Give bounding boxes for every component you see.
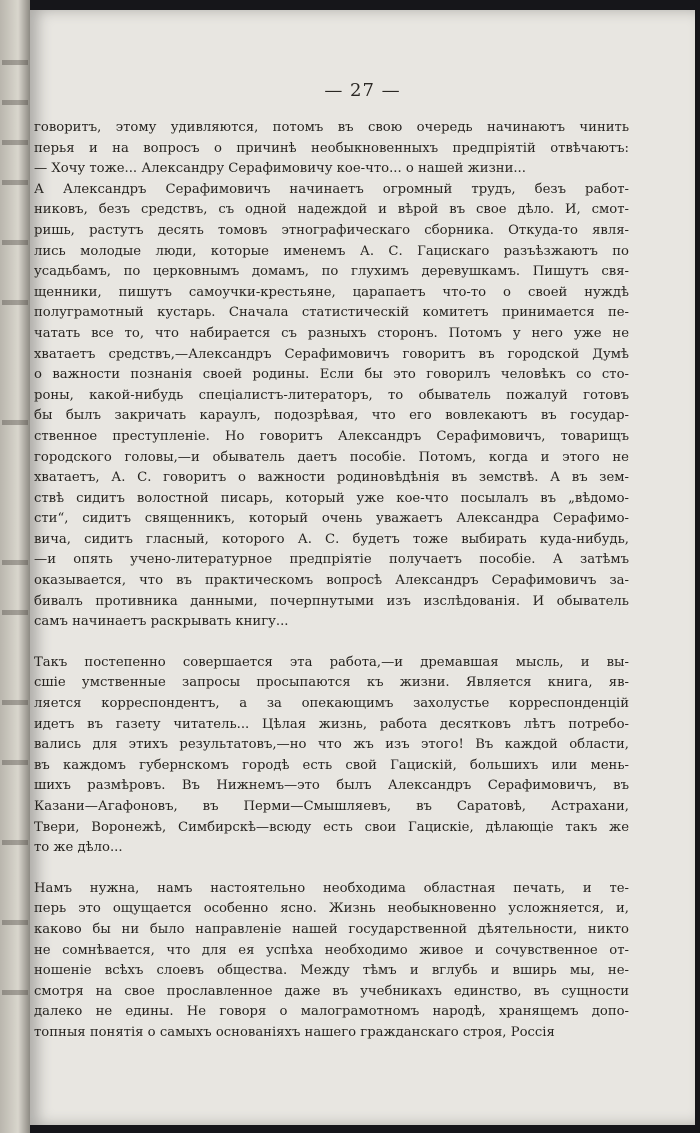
text-line: самъ начинаетъ раскрывать книгу... <box>34 614 289 630</box>
text-line: никовъ, безъ средствъ, съ одной надеждой и вѣрой въ свое дѣло. И, смот- <box>34 202 629 218</box>
text-line: далеко не едины. Не говоря о малограмотномъ народѣ, хранящемъ допо- <box>34 1004 629 1020</box>
text-line: вича, сидитъ гласный, которого А. С. будетъ тоже выбирать куда-нибудь, <box>34 531 629 547</box>
text-line: бы былъ закричать караулъ, подозрѣвая, что его вовлекаютъ въ государ- <box>34 408 629 424</box>
page-text <box>34 118 629 1044</box>
text-line: лись молодые люди, которые именемъ А. С. Гацискаго разъѣзжаютъ по <box>34 243 629 259</box>
text-line: усадьбамъ, по церковнымъ домамъ, по глухимъ деревушкамъ. Пишутъ свя- <box>34 264 629 280</box>
text-line: хватаетъ, А. С. говоритъ о важности родиновѣдѣнія въ земствѣ. А въ зем- <box>34 470 629 486</box>
paragraph <box>34 118 629 180</box>
text-line: А Александръ Серафимовичъ начинаетъ огромный трудъ, безъ работ- <box>34 181 629 197</box>
paragraph <box>34 180 629 633</box>
paragraph <box>34 653 629 859</box>
text-line: Казани—Агафоновъ, въ Перми—Смышляевъ, въ Саратовѣ, Астрахани, <box>34 799 629 814</box>
text-line: оказывается, что въ практическомъ вопросѣ Александръ Серафимовичъ за- <box>34 573 629 589</box>
text-line: ствѣ сидитъ волостной писарь, который уже кое-что посылалъ въ „вѣдомо- <box>34 490 629 506</box>
text-line: щенники, пишутъ самоучки-крестьяне, царапаетъ что-то о своей нуждѣ <box>34 284 629 300</box>
text-line: не сомнѣвается, что для ея успѣха необходимо живое и сочувственное от- <box>34 942 629 958</box>
text-line: смотря на свое прославленное даже въ учебникахъ единство, въ сущности <box>34 983 629 999</box>
paragraph-gap <box>34 633 629 653</box>
text-line: ственное преступленіе. Но говоритъ Александръ Серафимовичъ, товарищъ <box>34 428 629 444</box>
text-line: чатать все то, что набирается съ разныхъ сторонъ. Потомъ у него уже не <box>34 325 629 341</box>
page-number: — 27 — <box>324 80 401 101</box>
text-line: бивалъ противника данными, почерпнутыми изъ изслѣдованія. И обыватель <box>34 593 629 609</box>
text-line: Такъ постепенно совершается эта работа,—и дремавшая мысль, и вы- <box>34 654 629 670</box>
paragraph-gap <box>34 859 629 879</box>
text-line: Твери, Воронежѣ, Симбирскѣ—всюду есть свои Гацискіе, дѣлающіе такъ же <box>34 819 629 835</box>
text-line: хватаетъ средствъ,—Александръ Серафимовичъ говоритъ въ городской Думѣ <box>34 346 629 362</box>
text-line: вались для этихъ результатовъ,—но что жъ изъ этого! Въ каждой области, <box>34 737 629 753</box>
text-line: идетъ въ газету читатель... Цѣлая жизнь, работа десятковъ лѣтъ потребо- <box>34 716 629 732</box>
text-line: говоритъ, этому удивляются, потомъ въ свою очередь начинаютъ чинить <box>34 120 629 135</box>
text-line: то же дѣло... <box>34 840 123 856</box>
book-page <box>30 10 695 1125</box>
text-line: ношеніе всѣхъ слоевъ общества. Между тѣмъ и вглубь и вширь мы, не- <box>34 963 629 979</box>
text-line: полуграмотный кустарь. Сначала статистическій комитетъ принимается пе- <box>34 305 629 321</box>
previous-page-edge <box>0 0 30 1133</box>
text-line: сшіе умственные запросы просыпаются къ жизни. Является книга, яв- <box>34 675 629 691</box>
text-line: топныя понятія о самыхъ основаніяхъ нашего гражданскаго строя, Россія <box>34 1024 555 1040</box>
text-line: о важности познанія своей родины. Если бы это говорилъ человѣкъ со сто- <box>34 367 629 383</box>
text-line: шихъ размѣровъ. Въ Нижнемъ—это былъ Александръ Серафимовичъ, въ <box>34 778 629 794</box>
text-line: Намъ нужна, намъ настоятельно необходима областная печать, и те- <box>34 880 629 896</box>
text-line: городского головы,—и обыватель даетъ пособіе. Потомъ, когда и этого не <box>34 449 629 465</box>
text-line: —и опять учено-литературное предпріятіе получаетъ пособіе. А затѣмъ <box>34 552 629 568</box>
text-line: роны, какой-нибудь спеціалистъ-литераторъ, то обыватель пожалуй готовъ <box>34 387 629 403</box>
paragraph <box>34 879 629 1044</box>
text-line: ляется корреспондентъ, а за опекающимъ захолустье корреспонденцій <box>34 696 629 712</box>
text-line: перья и на вопросъ о причинѣ необыкновенныхъ предпріятій отвѣчаютъ: <box>34 140 629 156</box>
text-line: — Хочу тоже... Александру Серафимовичу кое-что... о нашей жизни... <box>34 161 526 177</box>
text-line: каково бы ни было направленіе нашей государственной дѣятельности, никто <box>34 921 629 937</box>
text-line: ришь, растутъ десять томовъ этнографическаго сборника. Откуда-то явля- <box>34 222 629 238</box>
text-line: перь это ощущается особенно ясно. Жизнь необыкновенно усложняется, и, <box>34 901 629 917</box>
text-line: въ каждомъ губернскомъ городѣ есть свой Гацискій, большихъ или мень- <box>34 757 629 773</box>
text-line: сти“, сидитъ священникъ, который очень уважаетъ Александра Серафимо- <box>34 511 629 527</box>
